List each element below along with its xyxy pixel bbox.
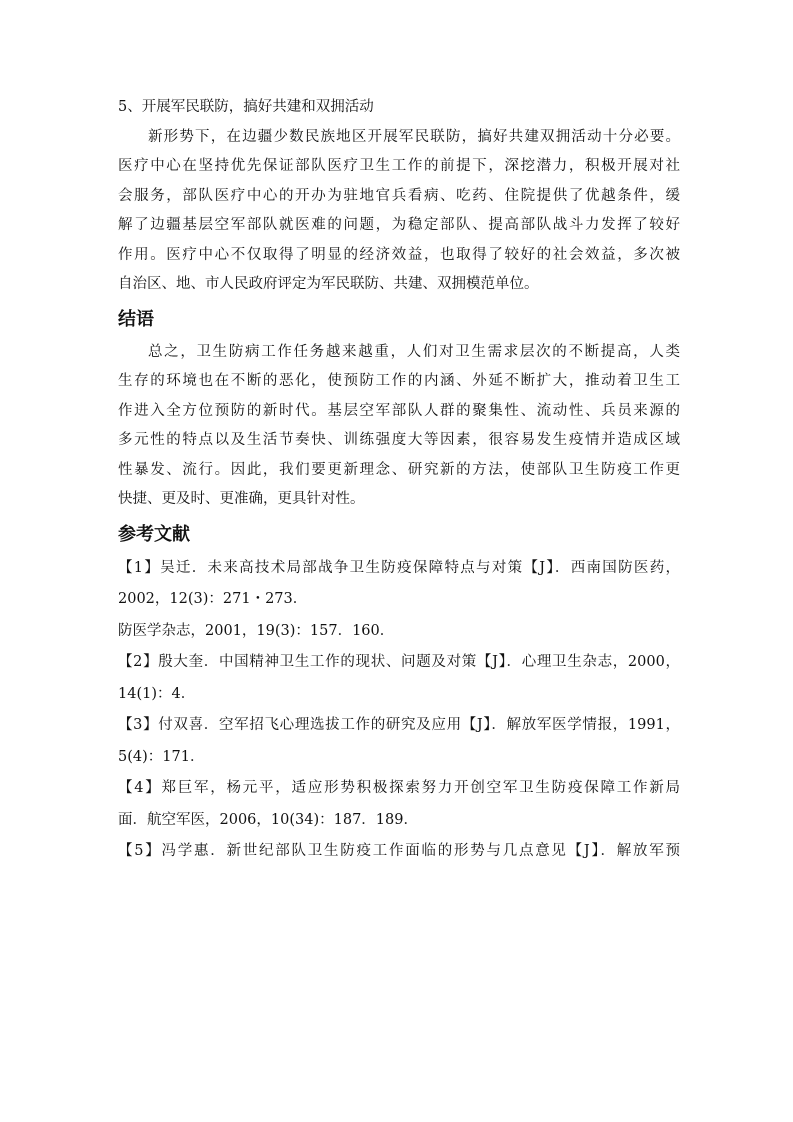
- reference-line: 【4】郑巨军，杨元平，适应形势积极探索努力开创空军卫生防疫保障工作新局: [118, 780, 680, 796]
- paragraph-line: 总之，卫生防病工作任务越来越重，人们对卫生需求层次的不断提高，人类: [148, 343, 680, 360]
- paragraph-line: 自治区、地、市人民政府评定为军民联防、共建、双拥模范单位。: [118, 276, 539, 292]
- paragraph-line: 会服务，部队医疗中心的开办为驻地官兵看病、吃药、住院提供了优越条件，缓: [118, 187, 680, 204]
- section-title: 5、开展军民联防，搞好共建和双拥活动: [118, 99, 374, 115]
- reference-line: 14(1)：4．: [118, 685, 196, 702]
- reference-line: 【1】吴迁．未来高技术局部战争卫生防疫保障特点与对策【J】．西南国防医药，: [118, 559, 680, 576]
- conclusion-paragraph: [118, 338, 680, 515]
- reference-line: 【5】冯学惠．新世纪部队卫生防疫工作面临的形势与几点意见【J】．解放军预: [118, 843, 680, 859]
- paragraph-line: 多元性的特点以及生活节奏快、训练强度大等因素，很容易发生疫情并造成区域: [118, 432, 680, 448]
- reference-line: 【3】付双喜．空军招飞心理选拔工作的研究及应用【J】．解放军医学情报，1991，: [118, 717, 680, 733]
- reference-line: 【2】殷大奎．中国精神卫生工作的现状、问题及对策【J】．心理卫生杂志，2000，: [118, 654, 680, 670]
- paragraph-line: 新形势下，在边疆少数民族地区开展军民联防，搞好共建双拥活动十分必要。: [148, 128, 680, 145]
- paragraph-line: 性暴发、流行。因此，我们要更新理念、研究新的方法，使部队卫生防疫工作更: [118, 461, 680, 478]
- reference-line: 5(4)：171．: [118, 748, 205, 765]
- references-list: [118, 553, 680, 868]
- paragraph-line: 医疗中心在坚持优先保证部队医疗卫生工作的前提下，深挖潜力，积极开展对社: [118, 158, 680, 174]
- paragraph-line: 快捷、更及时、更准确，更具针对性。: [118, 491, 365, 507]
- references-heading: 参考文献: [118, 523, 190, 545]
- paragraph-line: 生存的环境也在不断的恶化，使预防工作的内涵、外延不断扩大，推动着卫生工: [118, 373, 680, 389]
- paragraph-line: 作用。医疗中心不仅取得了明显的经济效益，也取得了较好的社会效益，多次被: [118, 246, 680, 263]
- document-page: [118, 93, 680, 868]
- conclusion-heading: 结语: [118, 308, 154, 330]
- reference-line: 面．航空军医，2006，10(34)：187．189．: [118, 811, 418, 828]
- paragraph-line: 解了边疆基层空军部队就医难的问题，为稳定部队、提高部队战斗力发挥了较好: [118, 217, 680, 233]
- reference-line: 2002，12(3)：271・273．: [118, 591, 308, 607]
- paragraph-line: 作进入全方位预防的新时代。基层空军部队人群的聚集性、流动性、兵员来源的: [118, 402, 680, 419]
- section-paragraph: [118, 123, 680, 300]
- reference-line: 防医学杂志，2001，19(3)：157．160．: [118, 622, 395, 639]
